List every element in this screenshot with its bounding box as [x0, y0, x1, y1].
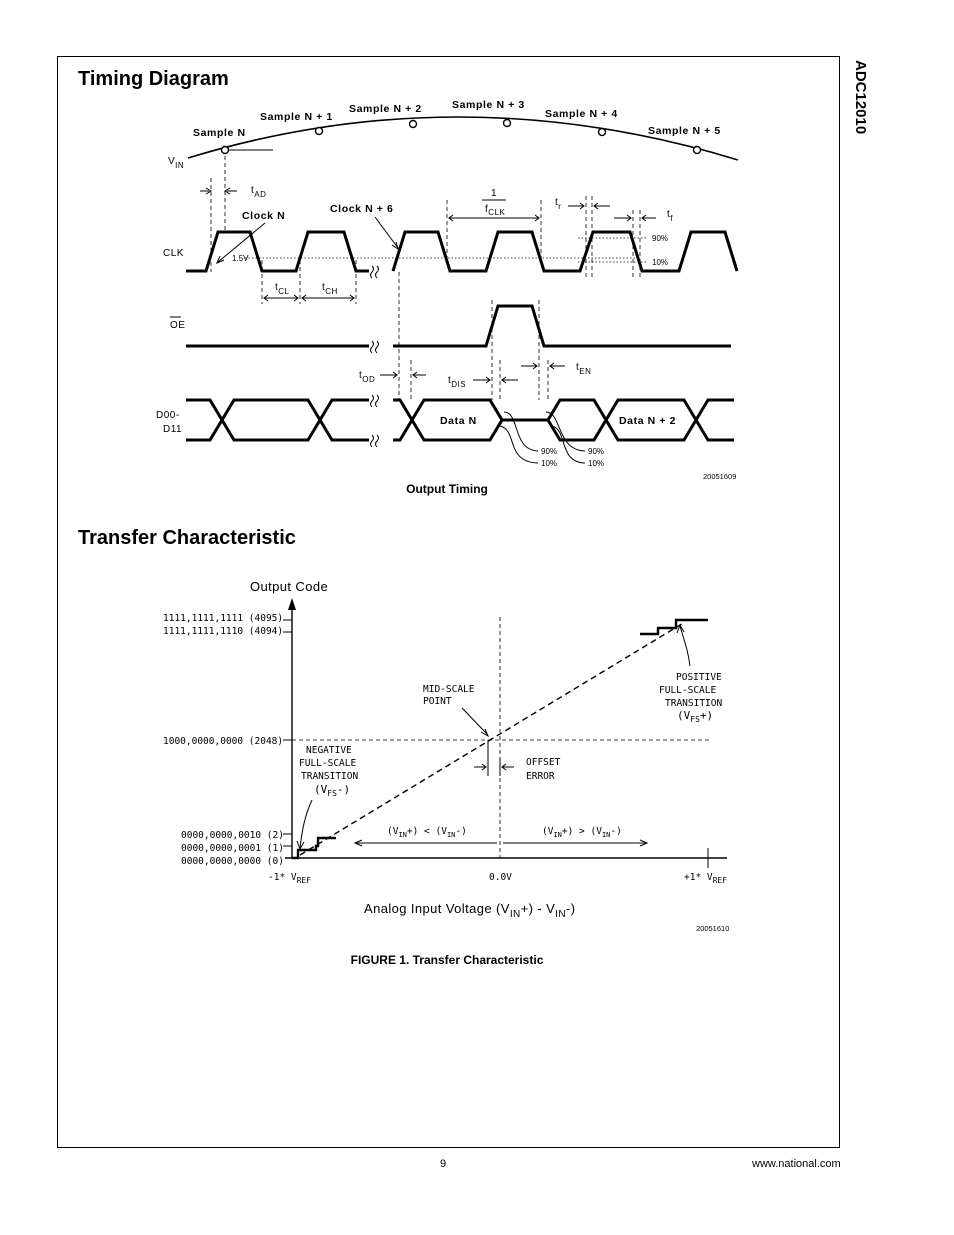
x-axis-title: Analog Input Voltage $(V_{IN}+) - V_{IN}-$)	[364, 901, 576, 920]
pos-fs-label: TRANSITION	[665, 698, 723, 709]
region-right-label: $(V_{IN}+) > (V_{IN}-)$	[542, 826, 622, 839]
fclk-denominator: $f_{CLK}$	[485, 204, 506, 217]
code-label: 1000,0000,0000 (2048)	[163, 736, 284, 747]
high-staircase	[640, 620, 708, 634]
pct10-label: 10%	[588, 459, 605, 468]
low-staircase	[292, 838, 336, 858]
footer-url: www.national.com	[752, 1158, 841, 1170]
side-title: ADC12010	[852, 60, 869, 135]
t-r-label: $t_r$	[555, 197, 562, 211]
neg-fs-label: $(V_{FS}-)$	[314, 783, 351, 798]
t-dis-label: $t_{DIS}$	[448, 375, 467, 389]
code-label: 1111,1111,1111 (4095)	[163, 613, 284, 624]
data-n2-label: Data N + 2	[619, 415, 677, 427]
mid-scale-label: POINT	[423, 696, 452, 707]
t-ad-label: $t_{AD}$	[251, 185, 267, 199]
y-axis-arrow	[288, 598, 296, 610]
pos-fs-label: FULL-SCALE	[659, 685, 717, 696]
data-signal-label-2: D11	[163, 424, 183, 435]
transfer-characteristic-heading: Transfer Characteristic	[78, 527, 296, 549]
t-od-label: $t_{OD}$	[359, 370, 376, 384]
t-en-label: $t_{EN}$	[576, 362, 592, 376]
transfer-caption: FIGURE 1. Transfer Characteristic	[350, 953, 544, 967]
transfer-curve	[300, 622, 685, 855]
sample-label: Sample N + 4	[545, 108, 618, 120]
timing-caption: Output Timing	[406, 482, 488, 496]
pct10-label: 10%	[652, 258, 669, 267]
fclk-numerator: 1	[491, 188, 498, 199]
t-ch-label: $t_{CH}$	[322, 282, 338, 296]
timing-figure-id: 20051609	[703, 472, 737, 481]
code-label: 0000,0000,0000 (0)	[181, 856, 284, 867]
pos-fs-label: POSITIVE	[676, 672, 722, 683]
sample-label: Sample N + 2	[349, 103, 422, 115]
pct90-label: 90%	[541, 447, 558, 456]
vin-signal-label: $V_{IN}$	[168, 156, 185, 170]
oe-signal-label: OE	[170, 320, 186, 331]
page-number: 9	[440, 1158, 447, 1170]
offset-error-label: OFFSET	[526, 757, 561, 768]
data-signal-label-1: D00-	[156, 410, 180, 421]
region-left-label: $(V_{IN}+) < (V_{IN}-)$	[387, 826, 467, 839]
pct10-label: 10%	[541, 459, 558, 468]
data-n-label: Data N	[440, 415, 477, 427]
timing-diagram-heading: Timing Diagram	[78, 68, 229, 90]
code-label: 0000,0000,0001 (1)	[181, 843, 284, 854]
sample-label: Sample N + 3	[452, 99, 525, 111]
sample-label: Sample N	[193, 127, 246, 139]
pos-fs-label: $(V_{FS}+)$	[677, 709, 714, 724]
pct90-label: 90%	[588, 447, 605, 456]
sample-label: Sample N + 1	[260, 111, 333, 123]
neg-fs-label: NEGATIVE	[306, 745, 352, 756]
x-tick-neg: -1* $V_{REF}$	[268, 872, 312, 885]
neg-fs-label: FULL-SCALE	[299, 758, 357, 769]
offset-error-label: ERROR	[526, 771, 555, 782]
sample-label: Sample N + 5	[648, 125, 721, 137]
clock-n-label: Clock N	[242, 210, 286, 222]
neg-fs-label: TRANSITION	[301, 771, 359, 782]
y-axis-title: Output Code	[250, 579, 329, 594]
code-label: 1111,1111,1110 (4094)	[163, 626, 284, 637]
clk-signal-label: CLK	[163, 248, 184, 259]
transfer-figure-id: 20051610	[696, 924, 730, 933]
pct90-label: 90%	[652, 234, 669, 243]
x-tick-zero: 0.0V	[489, 872, 512, 883]
t-cl-label: $t_{CL}$	[275, 282, 290, 296]
v15-label: 1.5V	[232, 254, 249, 263]
t-f-label: $t_f$	[667, 209, 674, 223]
clock-n6-label: Clock N + 6	[330, 203, 394, 215]
x-tick-pos: +1* $V_{REF}$	[684, 872, 728, 885]
mid-scale-label: MID-SCALE	[423, 684, 475, 695]
code-label: 0000,0000,0010 (2)	[181, 830, 284, 841]
